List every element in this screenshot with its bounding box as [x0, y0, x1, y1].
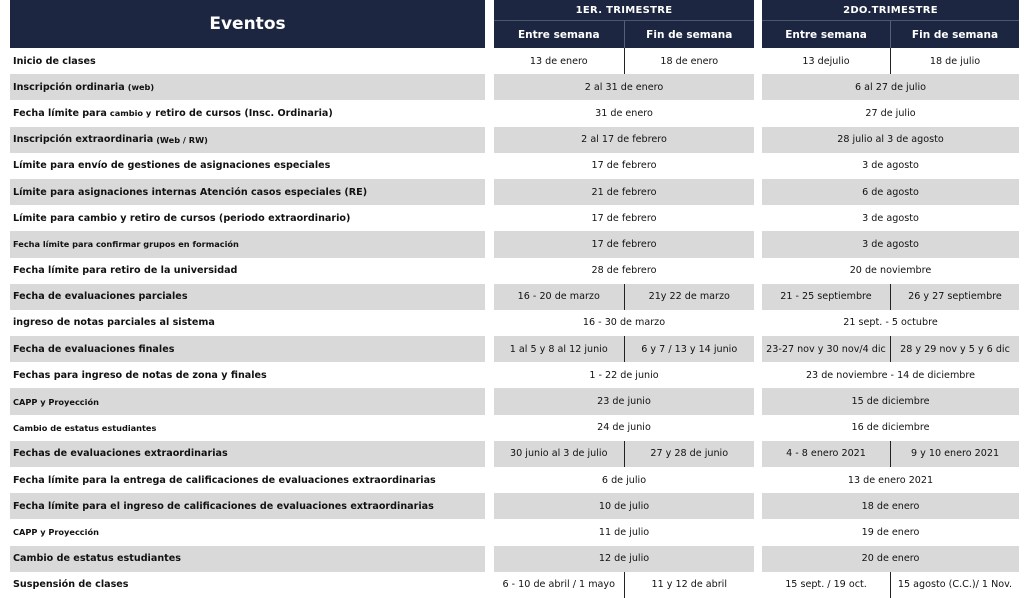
event-label-text: Fecha de evaluaciones parciales [13, 291, 188, 303]
date-value: 11 de julio [598, 526, 650, 538]
trimestre1-cell [494, 48, 754, 74]
trimestre1-cell [494, 441, 754, 467]
trimestre2-header [762, 0, 1019, 48]
date-value: 28 de febrero [591, 265, 657, 277]
trimestre1-cell [494, 74, 754, 100]
trimestre1-cell [494, 415, 754, 441]
trimestre1-cell [494, 336, 754, 362]
trimestre1-fin-de-semana: Fin de semana [624, 21, 755, 48]
date-value: 6 de agosto [862, 186, 919, 198]
trimestre1-cell [494, 467, 754, 493]
trimestre1-cell [494, 153, 754, 179]
trimestre1-cell [494, 546, 754, 572]
date-value: 6 al 27 de julio [855, 81, 926, 93]
date-value: 21 de febrero [591, 186, 657, 198]
trimestre1-cell [494, 572, 754, 598]
event-label [10, 205, 485, 231]
date-value: 27 de julio [865, 107, 916, 119]
event-label-small: (Web / RW) [156, 134, 208, 145]
event-label [10, 362, 485, 388]
event-label-small: cambio y [109, 108, 152, 119]
trimestre2-cell [762, 258, 1019, 284]
event-label-text: Fecha límite para retiro de la universidad [13, 265, 238, 277]
date-value: 19 de enero [861, 526, 920, 538]
event-label-text: Inicio de clases [13, 55, 96, 67]
date-value: 15 de diciembre [851, 396, 930, 408]
table-row [0, 336, 1024, 362]
table-row [0, 258, 1024, 284]
trimestre1-cell [494, 179, 754, 205]
event-label-text: CAPP y Proyección [13, 527, 99, 538]
trimestre1-cell [494, 205, 754, 231]
trimestre1-cell [494, 493, 754, 519]
trimestre2-cell [762, 388, 1019, 414]
date-value: 17 de febrero [591, 238, 657, 250]
trimestre1-cell [494, 127, 754, 153]
event-label-small: (web) [127, 82, 155, 93]
date-value: 17 de febrero [591, 212, 657, 224]
event-label-text: Fecha límite para confirmar grupos en formación [13, 239, 239, 250]
trimestre2-cell [762, 336, 1019, 362]
date-value: 16 - 30 de marzo [582, 317, 666, 329]
event-label [10, 179, 485, 205]
fin-de-semana-date: 11 y 12 de abril [624, 572, 755, 598]
trimestre2-cell [762, 48, 1019, 74]
event-label [10, 231, 485, 257]
entre-semana-date: 16 - 20 de marzo [517, 291, 600, 303]
trimestre2-cell [762, 493, 1019, 519]
table-row [0, 74, 1024, 100]
event-label-text: Fechas para ingreso de notas de zona y finales [13, 369, 267, 381]
trimestre2-cell [762, 467, 1019, 493]
trimestre1-cell [494, 519, 754, 545]
trimestre2-cell [762, 74, 1019, 100]
trimestre2-title: 2DO.TRIMESTRE [843, 4, 938, 16]
trimestre1-cell [494, 388, 754, 414]
date-value: 3 de agosto [862, 238, 919, 250]
event-label [10, 572, 485, 598]
date-value: 13 de enero 2021 [847, 474, 934, 486]
entre-semana-date: 15 sept. / 19 oct. [785, 579, 867, 591]
event-label-tail: retiro de cursos (Insc. Ordinaria) [155, 107, 333, 119]
event-label-text: Fecha límite para el ingreso de calificaciones de evaluaciones extraordinarias [13, 500, 434, 512]
date-value: 3 de agosto [862, 160, 919, 172]
event-label-text: ingreso de notas parciales al sistema [13, 317, 215, 329]
event-label-text: Suspensión de clases [13, 579, 129, 591]
date-value: 3 de agosto [862, 212, 919, 224]
trimestre2-cell [762, 415, 1019, 441]
trimestre2-cell [762, 127, 1019, 153]
event-label [10, 546, 485, 572]
date-value: 24 de junio [597, 422, 651, 434]
fin-de-semana-date: 18 de enero [624, 48, 755, 74]
event-label [10, 388, 485, 414]
date-value: 10 de julio [598, 500, 650, 512]
trimestre2-cell [762, 546, 1019, 572]
event-label-text: Límite para cambio y retiro de cursos (periodo extraordinario) [13, 212, 351, 224]
event-label [10, 415, 485, 441]
date-value: 20 de enero [861, 553, 920, 565]
fin-de-semana-date: 28 y 29 nov y 5 y 6 dic [890, 336, 1019, 362]
date-value: 6 de julio [601, 474, 647, 486]
date-value: 23 de noviembre - 14 de diciembre [805, 369, 976, 381]
table-row [0, 48, 1024, 74]
trimestre2-fin-de-semana: Fin de semana [890, 21, 1019, 48]
event-label [10, 127, 485, 153]
event-label-text: Inscripción extraordinaria [13, 134, 154, 146]
table-row [0, 415, 1024, 441]
fin-de-semana-date: 18 de julio [890, 48, 1019, 74]
date-value: 1 - 22 de junio [589, 369, 659, 381]
trimestre1-cell [494, 258, 754, 284]
table-row [0, 179, 1024, 205]
trimestre2-cell [762, 100, 1019, 126]
entre-semana-date: 13 dejulio [802, 55, 850, 67]
trimestre1-cell [494, 310, 754, 336]
date-value: 2 al 17 de febrero [581, 134, 667, 146]
fin-de-semana-date: 26 y 27 septiembre [890, 284, 1019, 310]
trimestre2-cell [762, 231, 1019, 257]
event-label-text: Límite para asignaciones internas Atención casos especiales (RE) [13, 186, 368, 198]
event-label [10, 48, 485, 74]
entre-semana-date: 30 junio al 3 de julio [510, 448, 608, 460]
trimestre2-cell [762, 179, 1019, 205]
table-row [0, 153, 1024, 179]
date-value: 23 de junio [597, 396, 651, 408]
trimestre2-cell [762, 362, 1019, 388]
event-label-text: Límite para envío de gestiones de asignaciones especiales [13, 160, 331, 172]
trimestre1-title: 1ER. TRIMESTRE [575, 4, 673, 16]
event-label-text: Fecha límite para [13, 107, 107, 119]
trimestre2-entre-semana: Entre semana [785, 28, 867, 41]
table-row [0, 127, 1024, 153]
date-value: 12 de julio [598, 553, 650, 565]
eventos-title: Eventos [209, 14, 286, 34]
entre-semana-date: 13 de enero [529, 55, 588, 67]
date-value: 28 julio al 3 de agosto [837, 134, 944, 146]
table-row [0, 441, 1024, 467]
trimestre1-cell [494, 362, 754, 388]
event-label [10, 310, 485, 336]
table-row [0, 310, 1024, 336]
table-row [0, 362, 1024, 388]
trimestre1-cell [494, 100, 754, 126]
entre-semana-date: 6 - 10 de abril / 1 mayo [502, 579, 615, 591]
entre-semana-date: 21 - 25 septiembre [780, 291, 872, 303]
event-label [10, 336, 485, 362]
entre-semana-date: 1 al 5 y 8 al 12 junio [509, 343, 608, 355]
date-value: 2 al 31 de enero [584, 81, 664, 93]
fin-de-semana-date: 27 y 28 de junio [624, 441, 755, 467]
trimestre1-entre-semana: Entre semana [517, 28, 600, 41]
event-label [10, 493, 485, 519]
table-row [0, 205, 1024, 231]
table-row [0, 572, 1024, 598]
table-row [0, 519, 1024, 545]
eventos-header [10, 0, 485, 48]
event-label-text: Inscripción ordinaria [13, 81, 125, 93]
trimestre2-cell [762, 441, 1019, 467]
event-label-text: CAPP y Proyección [13, 396, 99, 407]
trimestre2-cell [762, 284, 1019, 310]
event-label-text: Fechas de evaluaciones extraordinarias [13, 448, 228, 460]
date-value: 20 de noviembre [849, 265, 932, 277]
table-row [0, 493, 1024, 519]
fin-de-semana-date: 21y 22 de marzo [624, 284, 755, 310]
table-row [0, 388, 1024, 414]
table-row [0, 231, 1024, 257]
entre-semana-date: 23-27 nov y 30 nov/4 dic [766, 343, 886, 355]
trimestre2-cell [762, 572, 1019, 598]
trimestre2-cell [762, 310, 1019, 336]
trimestre2-cell [762, 205, 1019, 231]
trimestre1-header [494, 0, 754, 48]
entre-semana-date: 4 - 8 enero 2021 [786, 448, 866, 460]
event-label-text: Fecha de evaluaciones finales [13, 343, 175, 355]
trimestre1-cell [494, 231, 754, 257]
trimestre1-cell [494, 284, 754, 310]
event-label [10, 441, 485, 467]
trimestre2-cell [762, 153, 1019, 179]
date-value: 18 de enero [861, 500, 920, 512]
table-row [0, 100, 1024, 126]
event-label-text: Fecha límite para la entrega de calificaciones de evaluaciones extraordinarias [13, 474, 436, 486]
event-label [10, 519, 485, 545]
date-value: 16 de diciembre [851, 422, 930, 434]
fin-de-semana-date: 6 y 7 / 13 y 14 junio [624, 336, 755, 362]
event-label [10, 153, 485, 179]
trimestre2-cell [762, 519, 1019, 545]
event-label [10, 100, 485, 126]
date-value: 21 sept. - 5 octubre [843, 317, 938, 329]
event-label-text: Cambio de estatus estudiantes [13, 422, 157, 433]
fin-de-semana-date: 9 y 10 enero 2021 [890, 441, 1019, 467]
table-row [0, 284, 1024, 310]
event-label [10, 74, 485, 100]
event-label [10, 467, 485, 493]
table-row [0, 467, 1024, 493]
event-label-text: Cambio de estatus estudiantes [13, 553, 181, 565]
table-row [0, 546, 1024, 572]
date-value: 31 de enero [595, 107, 653, 119]
event-label [10, 284, 485, 310]
fin-de-semana-date: 15 agosto (C.C.)/ 1 Nov. [890, 572, 1019, 598]
events-rows [0, 48, 1024, 598]
date-value: 17 de febrero [591, 160, 657, 172]
event-label [10, 258, 485, 284]
